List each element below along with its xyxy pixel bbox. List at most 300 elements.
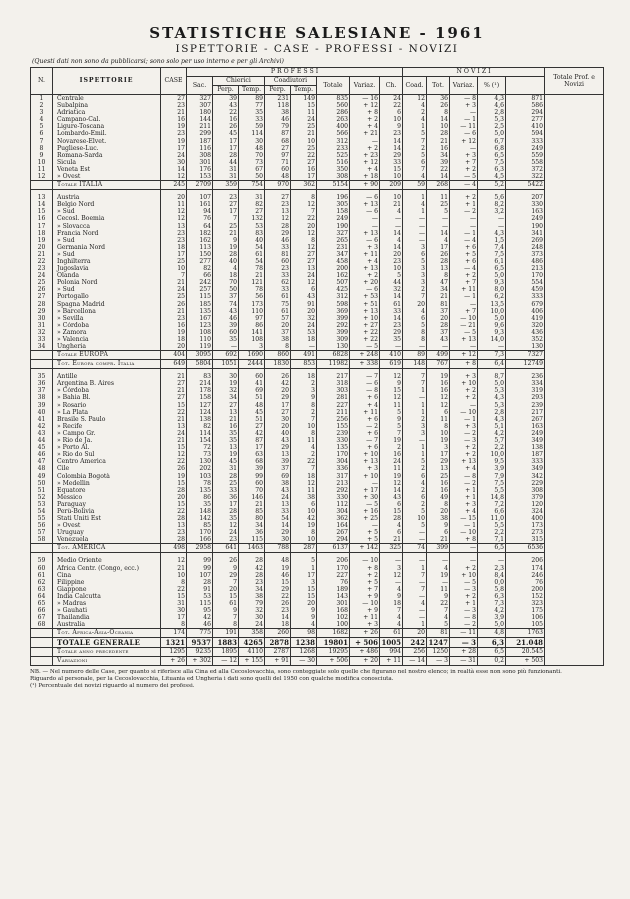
table-cell: 176 [187, 166, 213, 173]
table-cell: + 22 [350, 329, 380, 336]
table-cell: 39 [427, 159, 450, 166]
table-cell: — [403, 237, 427, 244]
table-cell: 236 [506, 373, 545, 380]
table-cell: 301 [317, 600, 350, 607]
table-cell: + 6 [350, 444, 380, 451]
table-cell: 11 [291, 487, 317, 494]
table-cell: 31 [239, 194, 265, 201]
table-cell: — [403, 614, 427, 621]
table-cell: + 4 [350, 123, 380, 130]
table-cell: 5,3 [478, 387, 506, 394]
table-cell: 4,6 [478, 102, 506, 109]
table-cell: 6,8 [478, 145, 506, 152]
row-number [31, 638, 53, 648]
table-cell: 174 [506, 565, 545, 572]
table-cell: 4,3 [478, 416, 506, 423]
table-cell: 1 [403, 444, 427, 451]
table-cell: 25 [427, 201, 450, 208]
header-coadiutori-temp: Temp. [291, 86, 317, 95]
table-cell: 33 [265, 508, 291, 515]
row-number: 50 [31, 480, 53, 487]
table-row [31, 437, 604, 444]
table-cell: 44 [380, 279, 403, 286]
table-cell: + 4 [350, 258, 380, 265]
table-cell: 5 [427, 621, 450, 629]
table-cell: 15 [380, 387, 403, 394]
table-cell: 7 [403, 586, 427, 593]
table-cell: 8 [265, 343, 291, 351]
table-row [31, 373, 604, 380]
table-cell: 554 [506, 279, 545, 286]
table-cell: 22 [161, 409, 187, 416]
table-cell: 249 [317, 215, 350, 222]
table-cell: 8,2 [478, 201, 506, 208]
table-cell: 1883 [213, 638, 239, 648]
table-cell: 16 [213, 116, 239, 123]
table-row [31, 223, 604, 230]
table-cell: 168 [317, 607, 350, 614]
table-cell: 20 [161, 194, 187, 201]
row-number: 61 [31, 572, 53, 579]
table-cell: 13 [265, 208, 291, 215]
table-cell: 100 [317, 621, 350, 629]
table-cell: 6 [380, 109, 403, 116]
table-cell: + 7 [450, 308, 478, 315]
table-cell: 47 [427, 279, 450, 286]
statistics-table [30, 67, 604, 666]
table-cell: 57 [265, 315, 291, 322]
table-cell: — 10 [350, 557, 380, 564]
table-cell: 200 [506, 586, 545, 593]
table-cell: — [350, 215, 380, 222]
ispettoria-name: » Sud [53, 286, 161, 293]
table-cell: 23 [265, 201, 291, 208]
table-cell: 7 [427, 607, 450, 614]
table-cell: 106 [506, 614, 545, 621]
table-cell: 5,2 [478, 181, 506, 190]
table-cell: 6828 [317, 351, 350, 360]
table-cell: + 8 [450, 360, 478, 369]
table-cell: 153 [187, 173, 213, 181]
table-cell: + 1 [450, 201, 478, 208]
table-cell: 83 [187, 373, 213, 380]
table-cell: 178 [187, 387, 213, 394]
table-cell: + 1 [450, 494, 478, 501]
row-number: 29 [31, 308, 53, 315]
row-number: 14 [31, 201, 53, 208]
table-cell: 16 [213, 423, 239, 430]
table-cell: 436 [506, 329, 545, 336]
table-cell: 37 [265, 465, 291, 472]
table-cell: + 27 [350, 322, 380, 329]
table-cell: 27 [213, 402, 239, 409]
table-cell: 2,8 [478, 109, 506, 116]
table-row [31, 272, 604, 279]
table-cell: 994 [380, 648, 403, 657]
table-cell: — 8 [450, 95, 478, 103]
table-row [31, 159, 604, 166]
table-cell: 410 [506, 123, 545, 130]
table-cell: 333 [506, 138, 545, 145]
table-cell: — 1 [450, 230, 478, 237]
total-row [31, 657, 604, 666]
table-cell: + 11 [350, 409, 380, 416]
table-cell: 217 [506, 409, 545, 416]
table-cell: — 5 [450, 329, 478, 336]
table-cell: 8 [161, 579, 187, 586]
table-cell: 35 [187, 501, 213, 508]
table-cell: 6 [427, 529, 450, 536]
table-cell: 191 [213, 629, 239, 638]
table-cell: 102 [317, 614, 350, 621]
table-cell: 15 [213, 593, 239, 600]
table-cell: — 31 [450, 657, 478, 666]
table-cell: 303 [317, 387, 350, 394]
table-cell: 1 [403, 621, 427, 629]
table-cell: 21 [213, 230, 239, 237]
table-cell: 7 [291, 465, 317, 472]
table-row [31, 473, 604, 480]
table-cell: 20 [265, 423, 291, 430]
table-cell: 10 [291, 423, 317, 430]
table-cell: 350 [317, 166, 350, 173]
table-cell: 99 [187, 557, 213, 564]
table-cell: 19 [161, 473, 187, 480]
table-cell: 281 [317, 394, 350, 401]
ispettoria-name: » Valencia [53, 336, 161, 343]
table-cell: + 486 [350, 648, 380, 657]
table-row [31, 265, 604, 272]
table-cell: — 21 [450, 322, 478, 329]
table-cell: 27 [291, 258, 317, 265]
ispettoria-name: Equatore [53, 487, 161, 494]
table-cell: 103 [187, 473, 213, 480]
table-row [31, 394, 604, 401]
table-cell: 619 [380, 360, 403, 369]
row-number: 31 [31, 322, 53, 329]
table-cell: 5 [403, 508, 427, 515]
table-cell: 362 [291, 181, 317, 190]
table-cell: 767 [427, 360, 450, 369]
table-cell: 4110 [239, 648, 265, 657]
table-row [31, 586, 604, 593]
table-cell: 860 [265, 351, 291, 360]
table-cell: 17 [213, 145, 239, 152]
table-cell: 70 [239, 152, 265, 159]
table-cell: 61 [213, 600, 239, 607]
table-cell: 307 [187, 102, 213, 109]
table-cell: 78 [239, 286, 265, 293]
table-cell: 54 [239, 258, 265, 265]
table-cell: 400 [317, 123, 350, 130]
ispettoria-name: Cile [53, 465, 161, 472]
table-cell: 37 [427, 329, 450, 336]
table-cell: 76 [506, 579, 545, 586]
table-cell: 1 [291, 565, 317, 572]
table-cell: + 3 [350, 465, 380, 472]
table-cell: + 8 [450, 536, 478, 544]
table-row [31, 444, 604, 451]
table-cell: 45 [239, 409, 265, 416]
table-cell: — [380, 215, 403, 222]
table-cell: 115 [239, 536, 265, 544]
table-cell: — [380, 557, 403, 564]
table-cell: 26 [265, 600, 291, 607]
table-cell: 105 [506, 621, 545, 629]
table-cell: 406 [506, 308, 545, 315]
table-cell: 162 [317, 272, 350, 279]
table-cell: 3,9 [478, 614, 506, 621]
table-cell: 16 [161, 116, 187, 123]
ispettoria-name: Olanda [53, 272, 161, 279]
table-cell: 3,9 [478, 465, 506, 472]
table-cell: + 2 [450, 272, 478, 279]
table-cell: 42 [239, 430, 265, 437]
table-cell: 3 [291, 387, 317, 394]
table-cell: 6536 [506, 544, 545, 553]
table-cell: 9,3 [478, 329, 506, 336]
table-cell: 87 [239, 437, 265, 444]
table-cell: 170 [506, 272, 545, 279]
ispettoria-name: Cina [53, 572, 161, 579]
table-cell: 21 [239, 501, 265, 508]
table-cell: 5 [427, 208, 450, 215]
table-cell: 11 [427, 194, 450, 201]
table-row [31, 244, 604, 251]
table-cell: 89 [239, 95, 265, 103]
table-cell: 121 [239, 279, 265, 286]
table-cell: 1 [403, 409, 427, 416]
table-cell: 23 [213, 194, 239, 201]
table-cell: 16 [427, 380, 450, 387]
table-cell: 29 [265, 529, 291, 536]
table-cell: + 3 [450, 102, 478, 109]
table-cell: 399 [427, 544, 450, 553]
table-cell: 9 [291, 394, 317, 401]
table-cell: 1005 [380, 638, 403, 648]
table-cell: 170 [187, 529, 213, 536]
table-cell: 81 [427, 629, 450, 638]
table-cell: 15 [265, 579, 291, 586]
table-cell: 114 [187, 430, 213, 437]
table-cell: 9 [213, 237, 239, 244]
table-cell: 23 [161, 237, 187, 244]
table-cell: 1,5 [478, 237, 506, 244]
table-cell: 25 [291, 123, 317, 130]
table-row [31, 95, 604, 103]
table-cell: 8 [427, 109, 450, 116]
table-cell: 10 [291, 138, 317, 145]
row-number: 15 [31, 208, 53, 215]
table-row [31, 458, 604, 465]
table-cell: 166 [187, 536, 213, 544]
table-row [31, 621, 604, 629]
table-cell: — 6 [350, 237, 380, 244]
row-number: 33 [31, 336, 53, 343]
table-cell: 249 [506, 215, 545, 222]
table-cell: 30 [161, 607, 187, 614]
table-cell: 352 [506, 336, 545, 343]
header-ch: Ch. [380, 77, 403, 95]
table-cell: + 8 [350, 109, 380, 116]
table-row [31, 487, 604, 494]
table-cell: 148 [403, 360, 427, 369]
row-number: 37 [31, 387, 53, 394]
table-row [31, 480, 604, 487]
table-cell: 112 [317, 501, 350, 508]
table-cell: 211 [317, 409, 350, 416]
table-cell: 17 [291, 572, 317, 579]
table-cell: 60 [265, 166, 291, 173]
row-number [31, 181, 53, 190]
table-cell: 14 [380, 487, 403, 494]
table-cell: — 1 [450, 416, 478, 423]
table-cell: — 6 [350, 380, 380, 387]
table-cell: 8 [213, 621, 239, 629]
table-cell: 12 [291, 279, 317, 286]
table-cell: 34 [427, 152, 450, 159]
ispettoria-name: » Madras [53, 600, 161, 607]
table-cell: 10 [427, 430, 450, 437]
table-cell: + 12 [450, 138, 478, 145]
table-cell: 173 [506, 522, 545, 529]
table-cell: 5,0 [478, 315, 506, 322]
table-cell: 499 [427, 351, 450, 360]
table-cell: 67 [239, 166, 265, 173]
table-cell: 1268 [291, 648, 317, 657]
table-cell: 12 [161, 173, 187, 181]
table-cell: 77 [239, 102, 265, 109]
table-cell: + 2 [450, 394, 478, 401]
table-cell: 233 [317, 145, 350, 152]
table-cell: 8,7 [478, 373, 506, 380]
table-cell: 29 [213, 572, 239, 579]
table-cell: 85 [187, 522, 213, 529]
table-cell: 16 [427, 387, 450, 394]
table-cell: — 5 [450, 173, 478, 181]
table-cell: 7,1 [478, 536, 506, 544]
table-cell: — 11 [450, 123, 478, 130]
table-cell: — 30 [291, 657, 317, 666]
table-cell: 13 [265, 501, 291, 508]
table-cell: 0,0 [478, 579, 506, 586]
table-cell: + 20 [350, 657, 380, 666]
table-cell: 8 [403, 336, 427, 343]
table-cell: 20 [291, 308, 317, 315]
row-number: 16 [31, 215, 53, 222]
table-cell: 5,8 [478, 586, 506, 593]
table-cell: 24 [161, 286, 187, 293]
table-cell: 13 [427, 465, 450, 472]
table-cell: 114 [239, 130, 265, 137]
table-cell: 5,3 [478, 402, 506, 409]
table-cell: 2 [403, 416, 427, 423]
table-cell: + 9 [350, 593, 380, 600]
table-cell: — 3 [450, 607, 478, 614]
table-cell: — [450, 109, 478, 116]
table-cell: 4 [403, 308, 427, 315]
table-cell: 23 [265, 607, 291, 614]
table-cell: 7 [403, 138, 427, 145]
table-cell: — 10 [450, 529, 478, 536]
table-row [31, 416, 604, 423]
table-cell: 516 [317, 159, 350, 166]
table-cell: 245 [161, 181, 187, 190]
ispettoria-name: Variazioni [53, 657, 161, 666]
row-number [31, 544, 53, 553]
table-cell: 21 [213, 416, 239, 423]
row-number: 12 [31, 173, 53, 181]
row-number: 49 [31, 473, 53, 480]
table-cell: 26 [213, 123, 239, 130]
table-cell: 227 [317, 572, 350, 579]
table-cell: — 7 [350, 437, 380, 444]
table-cell: 1250 [427, 648, 450, 657]
table-cell: 158 [187, 394, 213, 401]
table-cell: 56 [239, 293, 265, 300]
table-cell: — 16 [350, 95, 380, 103]
table-cell: 21 [291, 130, 317, 137]
table-cell: 3 [403, 272, 427, 279]
table-cell: 27 [265, 409, 291, 416]
table-cell: 13 [161, 223, 187, 230]
table-cell: 7 [213, 579, 239, 586]
table-row [31, 501, 604, 508]
table-cell: + 3 [450, 373, 478, 380]
table-cell: 29 [380, 152, 403, 159]
table-cell: 1 [403, 387, 427, 394]
table-cell: 15 [161, 480, 187, 487]
table-cell: 333 [506, 293, 545, 300]
table-cell: 26 [213, 557, 239, 564]
table-cell: 35 [239, 109, 265, 116]
table-cell: — [450, 223, 478, 230]
table-cell: 23 [380, 130, 403, 137]
table-cell: — [403, 437, 427, 444]
table-cell: + 11 [450, 286, 478, 293]
table-cell: 317 [317, 473, 350, 480]
table-cell: — 2 [450, 430, 478, 437]
table-cell: 213 [317, 480, 350, 487]
table-cell: 35 [213, 430, 239, 437]
table-cell: 124 [187, 409, 213, 416]
table-cell: — [478, 215, 506, 222]
table-cell: 3 [403, 279, 427, 286]
table-row [31, 301, 604, 308]
table-cell: 24 [380, 458, 403, 465]
table-cell: 82 [239, 201, 265, 208]
table-cell: 1051 [213, 360, 239, 369]
table-cell: 362 [317, 515, 350, 522]
table-cell: 61 [265, 308, 291, 315]
table-cell: 76 [317, 579, 350, 586]
table-cell: 38 [427, 515, 450, 522]
table-cell: + 53 [350, 293, 380, 300]
table-cell: — [403, 536, 427, 544]
table-cell: + 5 [350, 529, 380, 536]
table-cell: — 6 [450, 130, 478, 137]
ispettoria-name: Germania Nord [53, 244, 161, 251]
table-cell: 42 [239, 565, 265, 572]
table-cell: 24 [213, 529, 239, 536]
table-cell: 19 [213, 451, 239, 458]
table-cell: 60 [265, 258, 291, 265]
ispettoria-name: » Rio de Ja. [53, 437, 161, 444]
table-cell: 23 [161, 102, 187, 109]
table-cell: 17 [265, 402, 291, 409]
table-cell: + 2 [450, 194, 478, 201]
table-cell: 43 [380, 494, 403, 501]
